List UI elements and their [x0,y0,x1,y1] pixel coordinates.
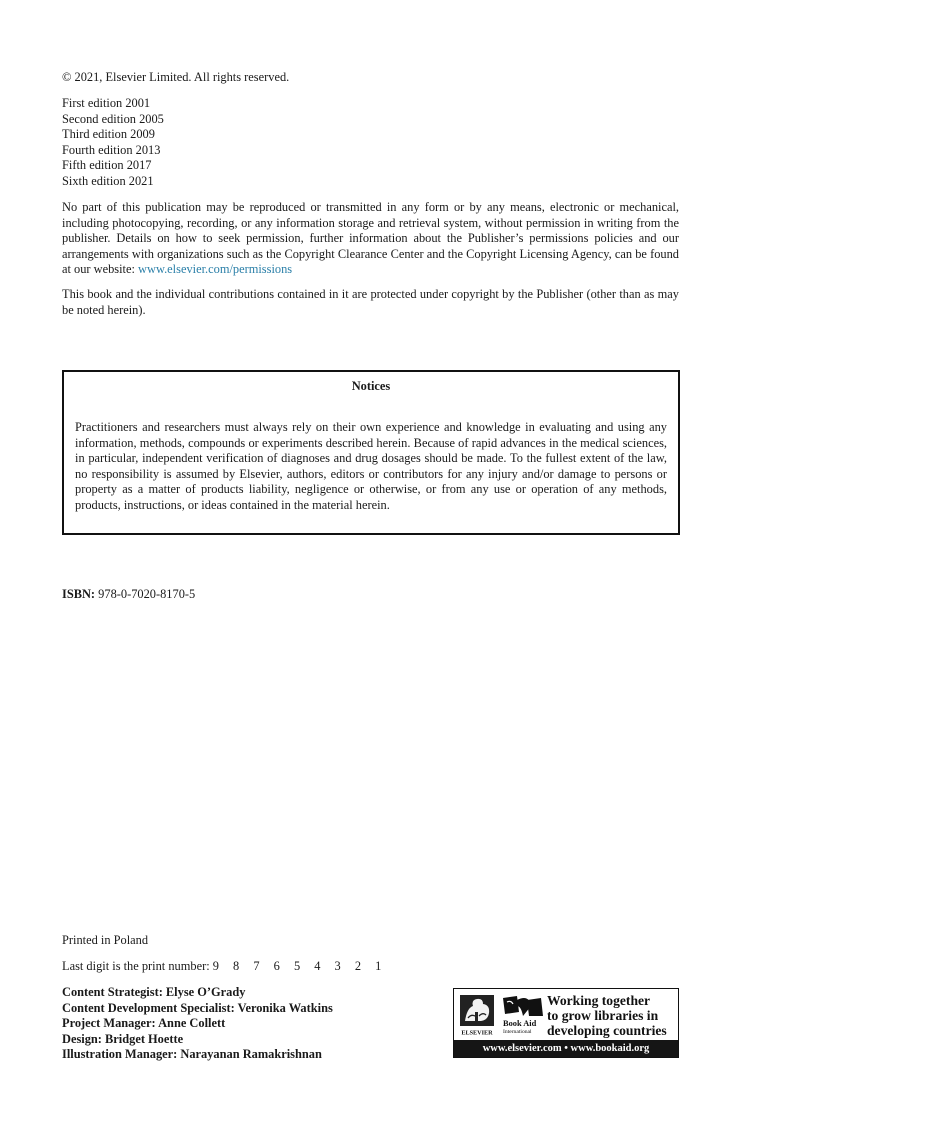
isbn-line [62,587,679,603]
permissions-link[interactable]: www.elsevier.com/permissions [138,262,293,277]
tagline-line: Working together [547,993,651,1008]
print-digit: 2 [354,959,362,973]
protection-paragraph: This book and the individual contributions contained in it are protected under copyright by the Publisher (other than as may be noted herein). [62,287,679,317]
copyright-line: © 2021, Elsevier Limited. All rights reserved. [62,70,290,84]
print-digit: 1 [375,959,382,973]
notices-box [62,370,680,535]
bookaid-subwordmark: International [503,1029,532,1035]
print-digit: 5 [293,959,301,973]
edition-history [62,96,679,190]
edition-line: Second edition 2005 [62,111,164,126]
edition-line: First edition 2001 [62,96,151,110]
print-digit: 7 [253,959,260,973]
bookaid-wordmark: Book Aid [503,1019,537,1028]
credit-line: Design: Bridget Hoette [62,1031,184,1046]
elsevier-wordmark: ELSEVIER [461,1029,493,1036]
notices-body: Practitioners and researchers must always rely on their own experience and knowledge in evaluating and using any information, methods, compounds or experiments described herein. Because of rapid advances in the medical sciences, in particular, independent verification of diagnoses and drug dosages should be made. To the fullest extent of the law, no responsibility is assumed by Elsevier, authors, editors or contributors for any injury and/or damage to persons or property as a matter of products liability, negligence or otherwise, or from any use or operation of any methods, products, instructions, or ideas contained in the material herein. [75,420,667,512]
edition-line: Sixth edition 2021 [62,173,154,188]
tagline-line: developing countries [547,1023,667,1038]
isbn-value: 978-0-7020-8170-5 [98,587,196,601]
logo-tagline [547,993,677,1038]
logo-footer-urls: www.elsevier.com • www.bookaid.org [454,1040,678,1057]
permissions-paragraph [62,200,679,278]
elsevier-tree-icon [459,994,495,1036]
notices-title: Notices [351,379,391,393]
tagline-line: to grow libraries in [547,1008,659,1023]
credit-line: Content Strategist: Elyse O’Grady [62,985,246,999]
print-digit: 3 [334,959,341,973]
print-number-label: Last digit is the print number: [62,959,210,973]
edition-line: Fifth edition 2017 [62,158,152,173]
print-digit: 6 [273,959,280,973]
print-digit: 8 [233,959,240,973]
credit-line: Illustration Manager: Narayanan Ramakrishnan [62,1047,322,1062]
permissions-text: No part of this publication may be reproduced or transmitted in any form or by any means, electronic or mechanical, including photocopying, recording, or any information storage and retrieval system, without permission in writing from the publisher. Details on how to seek permission, further information about the Publisher’s permissions policies and our arrangements with organizations such as the Copyright Clearance Center and the Copyright Licensing Agency, can be found at our website: [62,200,679,277]
printed-in: Printed in Poland [62,933,149,947]
edition-line: Fourth edition 2013 [62,142,161,157]
edition-line: Third edition 2009 [62,127,155,142]
print-digit: 4 [314,959,321,973]
credit-line: Content Development Specialist: Veronika Watkins [62,1000,333,1015]
credit-line: Project Manager: Anne Collett [62,1016,226,1031]
print-digit: 9 [212,959,219,973]
bookaid-partnership-logo [453,988,679,1058]
credits-list [62,985,333,1063]
print-number-line [62,959,679,975]
bookaid-icon [501,994,545,1036]
isbn-label: ISBN: [62,587,96,601]
